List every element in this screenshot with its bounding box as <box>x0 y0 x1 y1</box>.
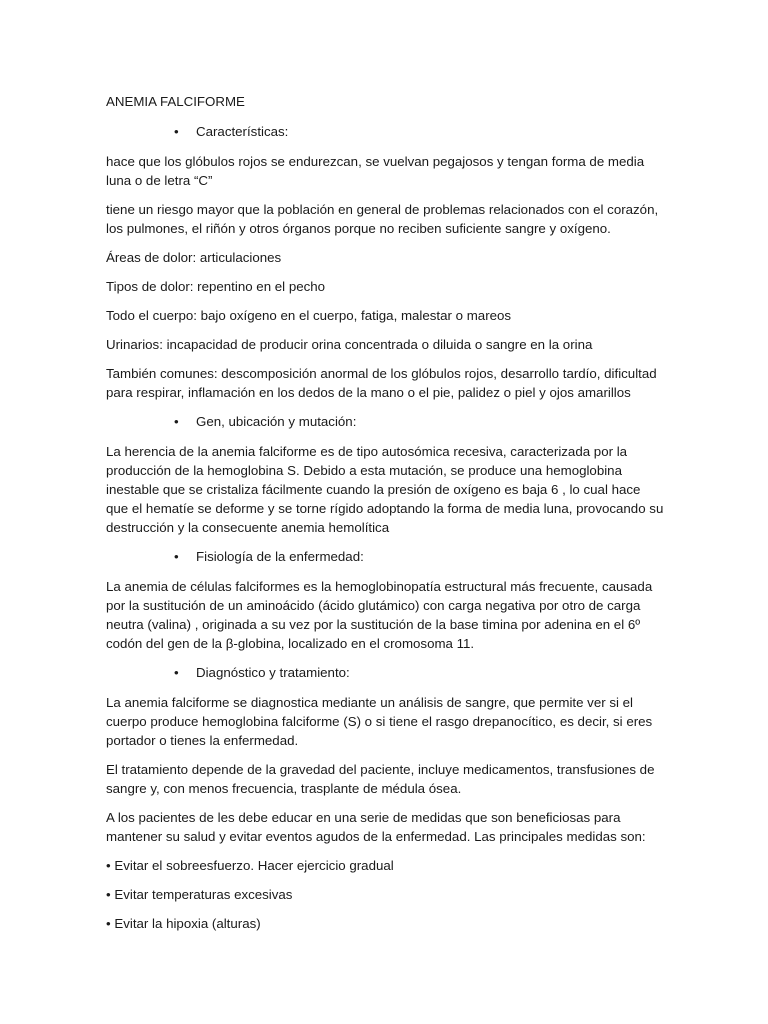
list-item: • Evitar temperaturas excesivas <box>106 887 293 902</box>
paragraph: Tipos de dolor: repentino en el pecho <box>106 279 326 294</box>
list-item: • Evitar la hipoxia (alturas) <box>106 916 261 931</box>
bullet-icon: • <box>174 414 179 429</box>
section-heading-label: Fisiología de la enfermedad: <box>196 549 364 564</box>
section-heading-caracteristicas <box>106 122 664 141</box>
bullet-icon: • <box>174 124 179 139</box>
paragraph: Urinarios: incapacidad de producir orina concentrada o diluida o sangre en la orina <box>106 337 593 352</box>
paragraph: Todo el cuerpo: bajo oxígeno en el cuerpo, fatiga, malestar o mareos <box>106 308 512 323</box>
paragraph: Áreas de dolor: articulaciones <box>106 250 282 265</box>
bullet-icon: • <box>174 665 179 680</box>
list-item: • Evitar el sobreesfuerzo. Hacer ejercicio gradual <box>106 858 394 873</box>
bullet-icon: • <box>174 549 179 564</box>
section-heading-gen <box>106 412 664 431</box>
paragraph: La anemia de células falciformes es la hemoglobinopatía estructural más frecuente, causada por la sustitución de un aminoácido (ácido glutámico) con carga negativa por otro de carga neutra (valina) , originada a su vez por la sustitución de la base timina por adenina en el 6º codón del gen de la β-globina, localizado en el cromosoma 11. <box>106 579 653 651</box>
paragraph: hace que los glóbulos rojos se endurezcan, se vuelvan pegajosos y tengan forma de media luna o de letra “C” <box>106 154 645 188</box>
section-heading-label: Características: <box>196 124 289 139</box>
paragraph: También comunes: descomposición anormal de los glóbulos rojos, desarrollo tardío, dificultad para respirar, inflamación en los dedos de la mano o el pie, palidez o piel y ojos amarillos <box>106 366 657 400</box>
document-title: ANEMIA FALCIFORME <box>106 94 245 109</box>
section-heading-fisiologia <box>106 547 664 566</box>
paragraph: A los pacientes de les debe educar en una serie de medidas que son beneficiosas para mantener su salud y evitar eventos agudos de la enfermedad. Las principales medidas son: <box>106 810 646 844</box>
section-heading-label: Gen, ubicación y mutación: <box>196 414 357 429</box>
document-page <box>106 92 664 943</box>
paragraph: La herencia de la anemia falciforme es de tipo autosómica recesiva, caracterizada por la producción de la hemoglobina S. Debido a esta mutación, se produce una hemoglobina inestable que se cristaliza fácilmente cuando la presión de oxígeno es baja 6 , lo cual hace que el hematíe se deforme y se torne rígido adoptando la forma de media luna, provocando su destrucción y la consecuente anemia hemolítica <box>106 444 664 535</box>
section-heading-label: Diagnóstico y tratamiento: <box>196 665 350 680</box>
paragraph: La anemia falciforme se diagnostica mediante un análisis de sangre, que permite ver si el cuerpo produce hemoglobina falciforme (S) o si tiene el rasgo drepanocítico, es decir, si eres portador o tienes la enfermedad. <box>106 695 653 748</box>
paragraph: tiene un riesgo mayor que la población en general de problemas relacionados con el corazón, los pulmones, el riñón y otros órganos porque no reciben suficiente sangre y oxígeno. <box>106 202 659 236</box>
section-heading-diagnostico <box>106 663 664 682</box>
paragraph: El tratamiento depende de la gravedad del paciente, incluye medicamentos, transfusiones de sangre y, con menos frecuencia, trasplante de médula ósea. <box>106 762 655 796</box>
